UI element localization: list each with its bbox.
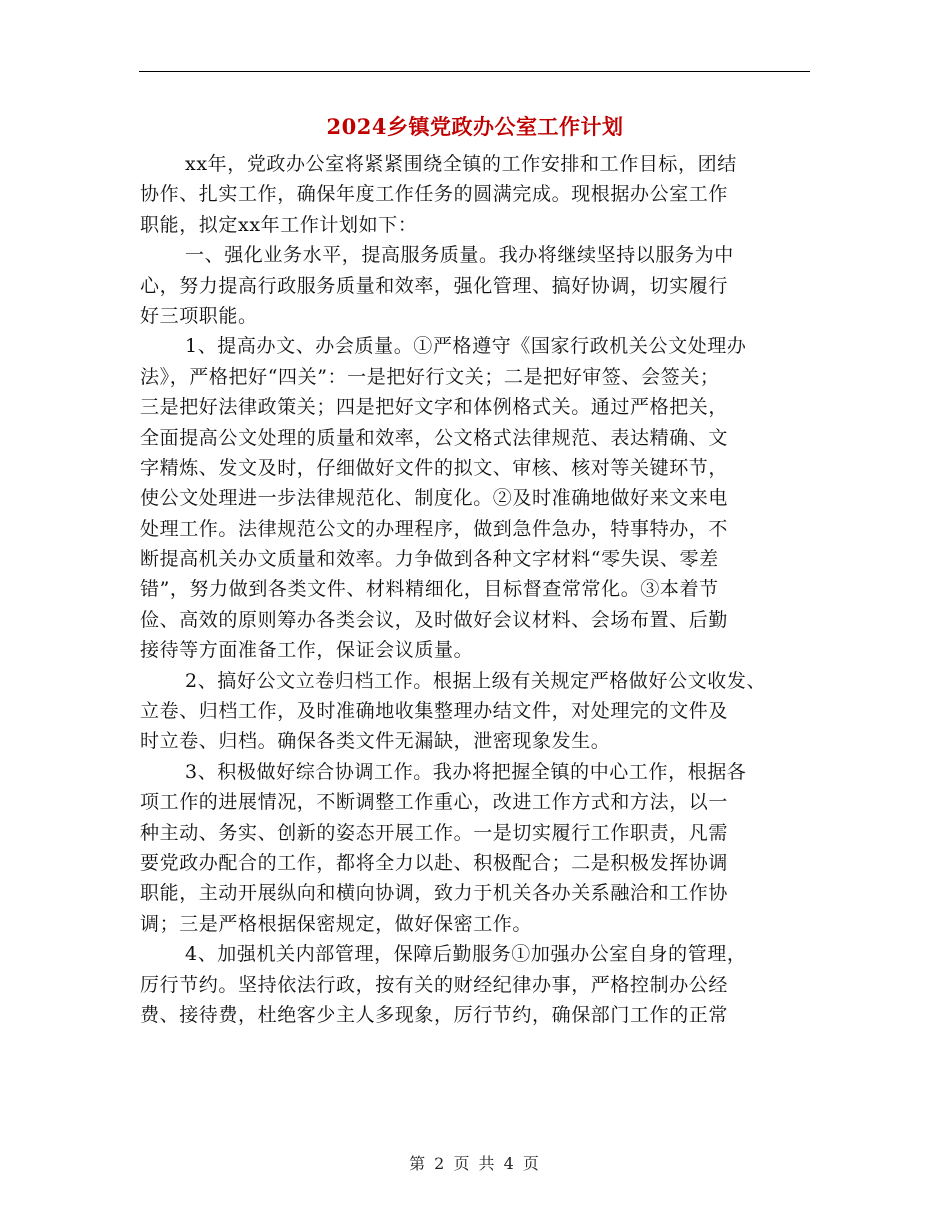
text-line: 2、搞好公文立卷归档工作。根据上级有关规定严格做好公文收发、 — [185, 669, 767, 692]
text-line: 厉行节约。坚持依法行政，按有关的财经纪律办事，严格控制办公经 — [140, 973, 729, 996]
text-line: 三是把好法律政策关；四是把好文字和体例格式关。通过严格把关， — [140, 396, 729, 419]
text-line: 错”，努力做到各类文件、材料精细化，目标督查常常化。③本着节 — [140, 578, 719, 601]
text-line: 立卷、归档工作，及时准确地收集整理办结文件，对处理完的文件及 — [140, 700, 729, 723]
text-line: 法》，严格把好“四关”：一是把好行文关；二是把好审签、会签关； — [140, 365, 720, 388]
document-title: 2024乡镇党政办公室工作计划 — [326, 114, 624, 139]
text-line: 职能，拟定xx年工作计划如下： — [140, 213, 418, 236]
paragraph — [140, 666, 820, 757]
text-line: 俭、高效的原则筹办各类会议，及时做好会议材料、会场布置、后勤 — [140, 608, 729, 631]
text-line: 处理工作。法律规范公文的办理程序，做到急件急办，特事特办，不 — [140, 517, 729, 540]
text-line: 全面提高公文处理的质量和效率，公文格式法律规范、表达精确、文 — [140, 426, 729, 449]
text-line: 一、强化业务水平，提高服务质量。我办将继续坚持以服务为中 — [185, 244, 734, 267]
text-line: 字精炼、发文及时，仔细做好文件的拟文、审核、核对等关键环节， — [140, 456, 729, 479]
text-line: xx年，党政办公室将紧紧围绕全镇的工作安排和工作目标，团结 — [185, 153, 737, 175]
text-line: 项工作的进展情况，不断调整工作重心，改进工作方式和方法，以一 — [140, 791, 729, 814]
text-line: 费、接待费，杜绝客少主人多现象，厉行节约，确保部门工作的正常 — [140, 1003, 729, 1026]
paragraph — [140, 240, 820, 331]
text-line: 调；三是严格根据保密规定，做好保密工作。 — [140, 912, 533, 935]
text-line: 1、提高办文、办会质量。①严格遵守《国家行政机关公文处理办 — [185, 335, 747, 358]
text-line: 4、加强机关内部管理，保障后勤服务①加强办公室自身的管理， — [185, 943, 747, 966]
text-line: 种主动、务实、创新的姿态开展工作。一是切实履行工作职责，凡需 — [140, 821, 729, 844]
page-footer: 第 2 页 共 4 页 — [409, 1154, 541, 1173]
text-line: 断提高机关办文质量和效率。力争做到各种文字材料“零失误、零差 — [140, 548, 719, 571]
text-line: 职能，主动开展纵向和横向协调，致力于机关各办关系融洽和工作协 — [140, 882, 729, 905]
text-line: 协作、扎实工作，确保年度工作任务的圆满完成。现根据办公室工作 — [140, 183, 729, 206]
text-line: 好三项职能。 — [140, 304, 258, 327]
text-line: 使公文处理进一步法律规范化、制度化。②及时准确地做好来文来电 — [140, 487, 729, 510]
text-line: 接待等方面准备工作，保证会议质量。 — [140, 639, 474, 662]
paragraph — [140, 939, 820, 1030]
document-body — [140, 149, 820, 1030]
text-line: 3、积极做好综合协调工作。我办将把握全镇的中心工作，根据各 — [185, 760, 747, 783]
header-rule — [139, 71, 810, 72]
paragraph — [140, 331, 820, 665]
text-line: 要党政办配合的工作，都将全力以赴、积极配合；二是积极发挥协调 — [140, 851, 729, 874]
text-line: 时立卷、归档。确保各类文件无漏缺，泄密现象发生。 — [140, 730, 611, 753]
text-line: 心，努力提高行政服务质量和效率，强化管理、搞好协调，切实履行 — [140, 274, 729, 297]
paragraph — [140, 149, 820, 240]
paragraph — [140, 757, 820, 939]
